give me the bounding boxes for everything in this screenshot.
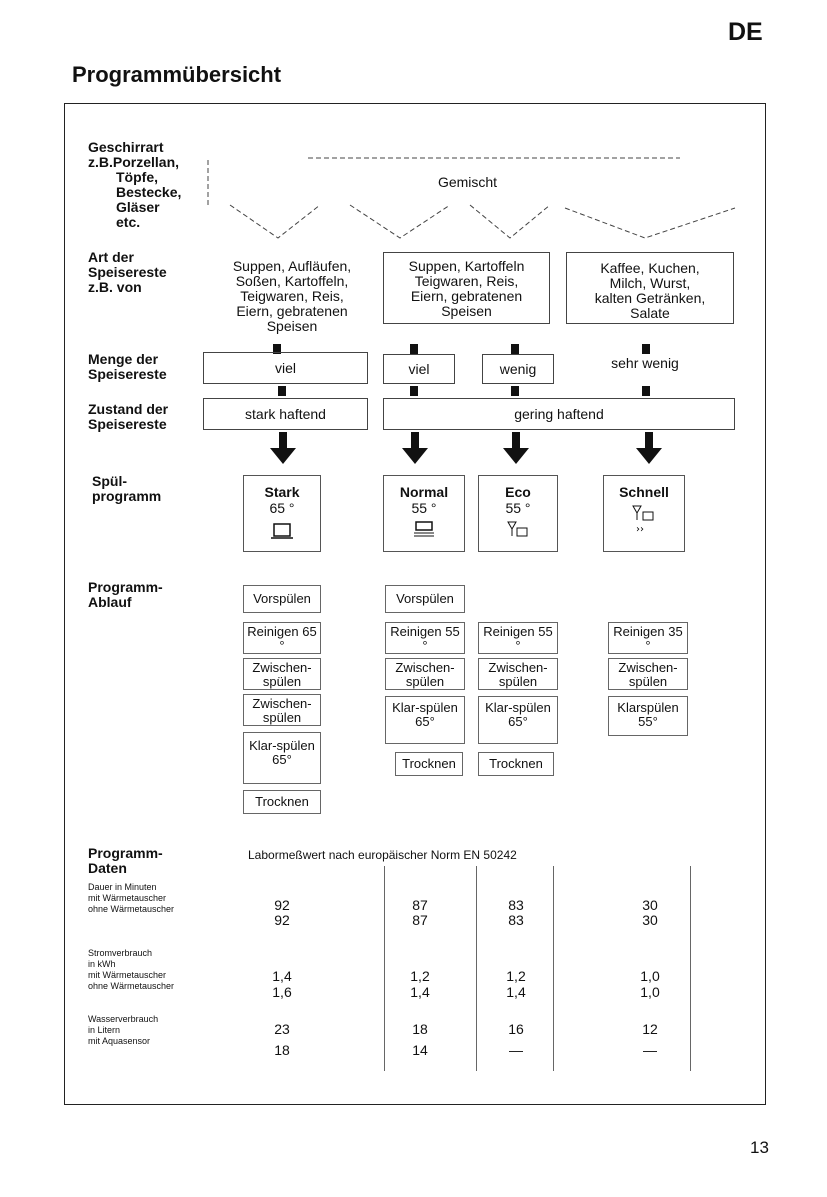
value-wasser-stark: 23 <box>274 1021 290 1037</box>
connector <box>410 344 418 354</box>
ablauf-stark-step: Klar-spülen 65° <box>243 732 321 784</box>
arrow-down-icon <box>636 448 662 464</box>
label-geschirrart: Geschirrart z.B.Porzellan, Töpfe, Bestecke, Gläser etc. <box>88 139 182 230</box>
data-label-strom: Stromverbrauch in kWh mit Wärmetauscher ohne Wärmetauscher <box>88 948 175 991</box>
value-wasser-eco: 16 <box>508 1021 524 1037</box>
arrow-down-icon <box>402 448 428 464</box>
ablauf-eco-step: Trocknen <box>478 752 554 776</box>
value-strom-ohne-schnell: 1,0 <box>640 984 660 1000</box>
ablauf-eco-step: Klar-spülen 65° <box>478 696 558 744</box>
ablauf-stark-step: Zwischen-spülen <box>243 694 321 726</box>
connector <box>511 344 519 354</box>
connector <box>642 386 650 396</box>
value-strom-ohne-eco: 1,4 <box>506 984 526 1000</box>
arrow-down-icon <box>270 448 296 464</box>
zustand-stark: stark haftend <box>203 398 368 430</box>
ablauf-stark-step: Reinigen 65 ° <box>243 622 321 654</box>
arrow-stem <box>279 432 287 448</box>
value-wasser-normal: 18 <box>412 1021 428 1037</box>
value-strom-ohne-stark: 1,6 <box>272 984 292 1000</box>
menge-viel-1: viel <box>203 352 368 384</box>
art-box-1: Suppen, Aufläufen, Soßen, Kartoffeln, Teigwaren, Reis, Eiern, gebratenen Speisen <box>232 258 352 334</box>
art-box-2: Suppen, Kartoffeln Teigwaren, Reis, Eiern, gebratenen Speisen <box>383 252 550 324</box>
category-connectors <box>200 150 740 245</box>
column-divider <box>384 866 385 1071</box>
ablauf-stark-step: Zwischen-spülen <box>243 658 321 690</box>
label-daten: Programm- Daten <box>88 845 163 876</box>
label-ablauf: Programm- Ablauf <box>88 579 163 610</box>
arrow-down-icon <box>503 448 529 464</box>
arrow-stem <box>411 432 419 448</box>
label-menge: Menge der Speisereste <box>88 351 167 382</box>
ablauf-stark-step: Vorspülen <box>243 585 321 613</box>
column-divider <box>690 866 691 1071</box>
value-dauer-mit-normal: 87 <box>412 897 428 913</box>
value-dauer-mit-schnell: 30 <box>642 897 658 913</box>
value-dauer-ohne-schnell: 30 <box>642 912 658 928</box>
column-divider <box>476 866 477 1071</box>
value-wasser-schnell: 12 <box>642 1021 658 1037</box>
page-title: Programmübersicht <box>72 62 282 87</box>
label-spuelprogramm: Spül- programm <box>92 473 162 504</box>
label-zustand: Zustand der Speisereste <box>88 401 169 432</box>
menge-wenig: wenig <box>482 354 554 384</box>
data-label-dauer: Dauer in Minuten mit Wärmetauscher ohne Wärmetauscher <box>88 882 175 914</box>
program-normal: Normal 55 ° <box>383 475 465 552</box>
glass-cup-fast-icon <box>630 504 658 534</box>
ablauf-normal-step: Zwischen-spülen <box>385 658 465 690</box>
norm-note: Labormeßwert nach europäischer Norm EN 50242 <box>248 848 517 862</box>
program-stark: Stark 65 ° <box>243 475 321 552</box>
glass-cup-icon <box>505 520 531 540</box>
ablauf-eco-step: Zwischen-spülen <box>478 658 558 690</box>
menge-viel-2: viel <box>383 354 455 384</box>
value-dauer-mit-stark: 92 <box>274 897 290 913</box>
value-strom-ohne-normal: 1,4 <box>410 984 430 1000</box>
value-strom-mit-schnell: 1,0 <box>640 968 660 984</box>
value-aqua-schnell: — <box>643 1042 657 1058</box>
language-code: DE <box>728 18 763 46</box>
connector <box>410 386 418 396</box>
value-dauer-mit-eco: 83 <box>508 897 524 913</box>
ablauf-normal-step: Trocknen <box>395 752 463 776</box>
zustand-gering: gering haftend <box>383 398 735 430</box>
ablauf-stark-step: Trocknen <box>243 790 321 814</box>
value-aqua-stark: 18 <box>274 1042 290 1058</box>
gemischt-label: Gemischt <box>437 174 498 190</box>
data-label-wasser: Wasserverbrauch in Litern mit Aquasensor <box>88 1014 159 1046</box>
connector <box>511 386 519 396</box>
value-dauer-ohne-stark: 92 <box>274 912 290 928</box>
arrow-stem <box>645 432 653 448</box>
pot-icon <box>271 520 293 540</box>
value-strom-mit-stark: 1,4 <box>272 968 292 984</box>
ablauf-normal-step: Reinigen 55 ° <box>385 622 465 654</box>
column-divider <box>553 866 554 1071</box>
ablauf-schnell-step: Klarspülen 55° <box>608 696 688 736</box>
ablauf-normal-step: Vorspülen <box>385 585 465 613</box>
ablauf-schnell-step: Reinigen 35 ° <box>608 622 688 654</box>
art-box-3: Kaffee, Kuchen, Milch, Wurst, kalten Getränken, Salate <box>566 252 734 324</box>
ablauf-normal-step: Klar-spülen 65° <box>385 696 465 744</box>
value-aqua-eco: — <box>509 1042 523 1058</box>
arrow-stem <box>512 432 520 448</box>
menge-sehr-wenig: sehr wenig <box>611 355 679 371</box>
svg-text:››: ›› <box>636 524 644 534</box>
program-eco: Eco 55 ° <box>478 475 558 552</box>
value-dauer-ohne-normal: 87 <box>412 912 428 928</box>
value-aqua-normal: 14 <box>412 1042 428 1058</box>
connector <box>278 386 286 396</box>
value-strom-mit-eco: 1,2 <box>506 968 526 984</box>
program-schnell: Schnell ›› <box>603 475 685 552</box>
connector <box>642 344 650 354</box>
label-art: Art der Speisereste z.B. von <box>88 249 167 295</box>
page-number: 13 <box>750 1138 769 1157</box>
value-dauer-ohne-eco: 83 <box>508 912 524 928</box>
ablauf-schnell-step: Zwischen-spülen <box>608 658 688 690</box>
ablauf-eco-step: Reinigen 55 ° <box>478 622 558 654</box>
value-strom-mit-normal: 1,2 <box>410 968 430 984</box>
pot-icon <box>413 520 435 540</box>
